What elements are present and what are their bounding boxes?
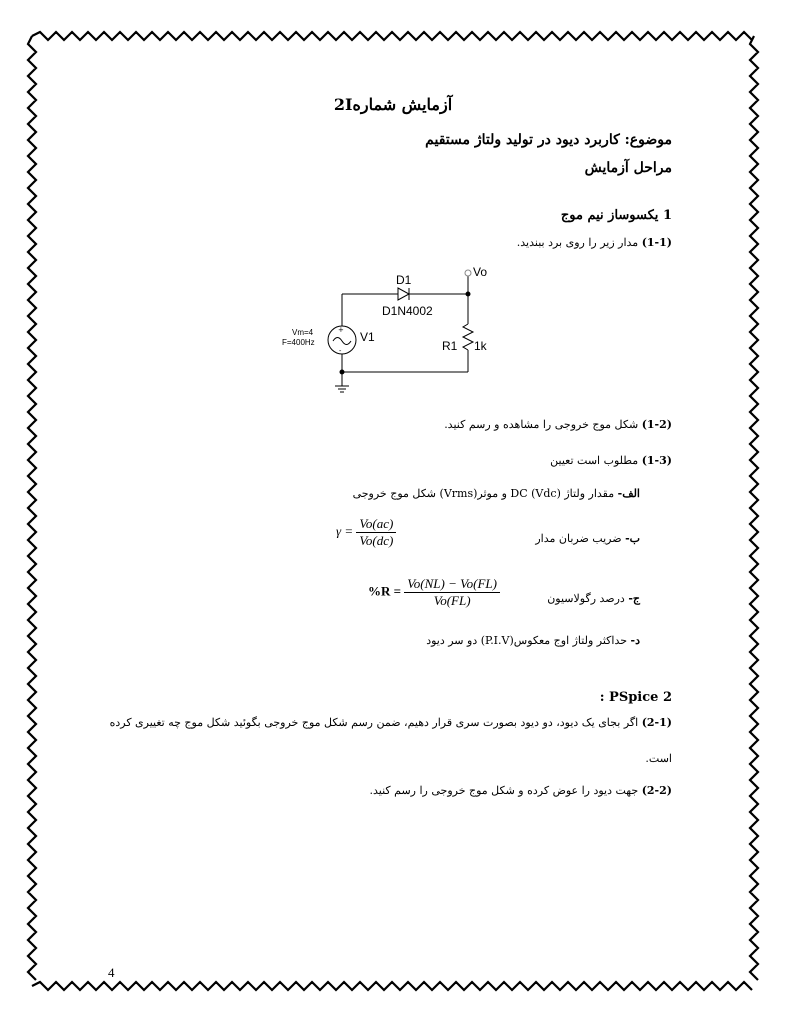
ripple-eq-lhs: γ = xyxy=(336,523,354,539)
item-c-text: درصد رگولاسیون xyxy=(547,592,625,605)
steps-heading: مراحل آزمایش xyxy=(584,160,672,176)
item-a-text: مقدار ولتاژ DC (Vdc) و موثر(Vrms) شکل موج خروجی xyxy=(352,487,615,500)
resistor-name-label: R1 xyxy=(442,339,458,353)
item-a xyxy=(353,487,640,500)
item-b-label: ب- xyxy=(625,532,640,545)
item-2-1-text: اگر بجای یک دیود، دو دیود بصورت سری قرار دهیم، ضمن رسم شکل موج خروجی بگوئید شکل موج چه تغییری کرده xyxy=(109,716,639,729)
item-b-text: ضریب ضربان مدار xyxy=(535,532,622,545)
svg-text:+: + xyxy=(338,326,344,334)
regulation-eq-numerator: Vo(NL) − Vo(FL) xyxy=(404,576,500,593)
item-1-2-number: (1-2) xyxy=(641,418,672,431)
item-2-2 xyxy=(370,784,673,797)
item-1-3-number: (1-3) xyxy=(641,454,672,467)
source-amplitude-label: Vm=4 xyxy=(292,328,314,337)
item-1-3 xyxy=(550,454,672,467)
item-d-text: حداکثر ولتاژ اوج معکوس(P.I.V) دو سر دیود xyxy=(426,634,628,647)
item-2-2-text: جهت دیود را عوض کرده و شکل موج خروجی را رسم کنید. xyxy=(369,784,639,797)
ripple-eq-numerator: Vo(ac) xyxy=(356,516,396,533)
item-b xyxy=(535,532,640,545)
source-name-label: V1 xyxy=(360,330,375,344)
page-number: 4 xyxy=(108,965,115,980)
topic-heading: موضوع: کاربرد دیود در تولید ولتاژ مستقیم xyxy=(425,132,672,148)
regulation-eq-lhs: %R = xyxy=(368,583,402,599)
source-frequency-label: F=400Hz xyxy=(282,338,315,347)
diode-name-label: D1 xyxy=(396,273,412,287)
item-2-2-number: (2-2) xyxy=(641,784,672,797)
item-1-1-number: (1-1) xyxy=(641,236,672,249)
item-2-1-number: (2-1) xyxy=(641,716,672,729)
ripple-factor-equation xyxy=(336,516,396,549)
item-2-1 xyxy=(110,716,672,729)
diode-symbol xyxy=(398,288,409,300)
svg-text:-: - xyxy=(339,347,342,355)
ripple-eq-denominator: Vo(dc) xyxy=(359,533,394,548)
page-title: آزمایش شماره2I xyxy=(333,95,453,114)
section2-heading: : PSpice 2 xyxy=(599,690,672,705)
item-c xyxy=(547,592,640,605)
item-d xyxy=(426,634,640,647)
item-1-2-text: شکل موج خروجی را مشاهده و رسم کنید. xyxy=(444,418,639,431)
item-1-1-text: مدار زیر را روی برد ببندید. xyxy=(516,236,639,249)
section1-heading: 1 یکسوساز نیم موج xyxy=(560,208,672,223)
item-2-1-continuation: است. xyxy=(645,752,672,765)
half-wave-rectifier-circuit xyxy=(280,262,510,402)
item-c-label: ج- xyxy=(628,592,640,605)
item-a-label: الف- xyxy=(617,487,640,500)
regulation-equation xyxy=(368,576,500,609)
resistor-value-label: 1k xyxy=(474,339,487,353)
diode-model-label: D1N4002 xyxy=(382,304,433,318)
item-1-2 xyxy=(444,418,672,431)
resistor-symbol xyxy=(463,324,473,350)
item-d-label: د- xyxy=(630,634,640,647)
item-1-3-text: مطلوب است تعیین xyxy=(550,454,639,467)
output-label: Vo xyxy=(473,265,488,279)
item-1-1 xyxy=(517,236,672,249)
regulation-eq-denominator: Vo(FL) xyxy=(433,593,471,608)
